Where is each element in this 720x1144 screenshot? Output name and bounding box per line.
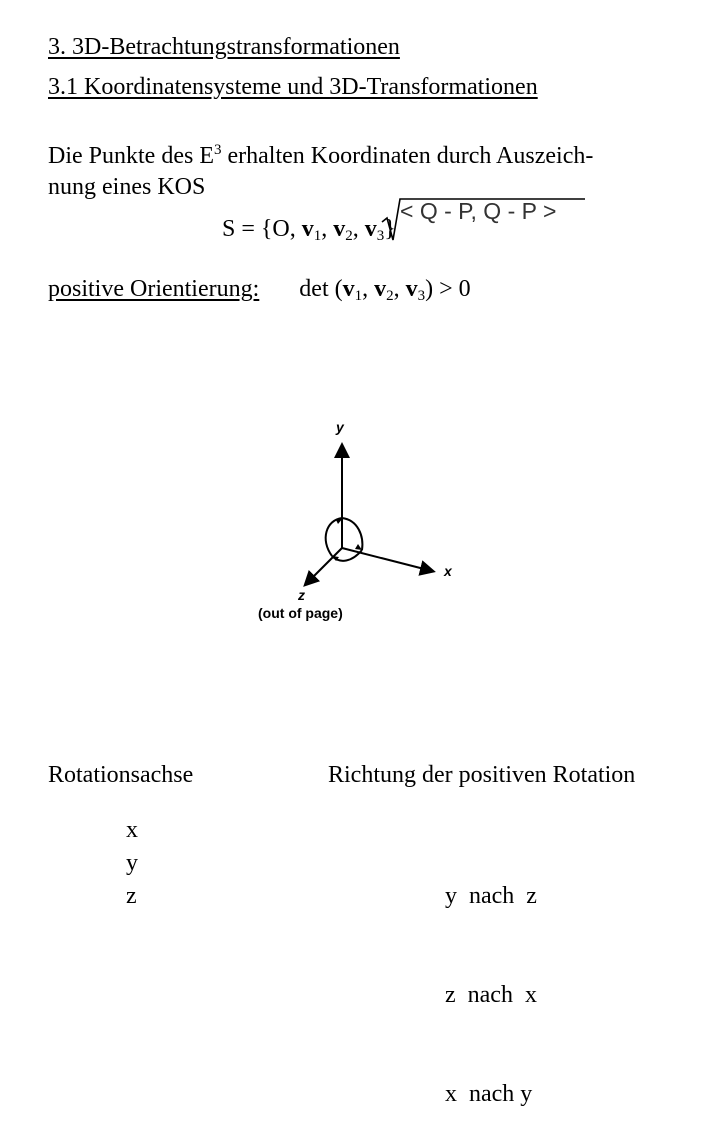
sqrt-content: < Q - P, Q - P > xyxy=(400,198,557,224)
table-axis-column xyxy=(126,814,138,913)
intro-superscript: 3 xyxy=(213,142,222,158)
coordinate-figure xyxy=(240,410,480,635)
separator: , xyxy=(362,276,375,302)
separator: , xyxy=(321,216,334,242)
z-axis xyxy=(306,548,342,584)
subscript-3: 3 xyxy=(417,288,426,304)
table-direction-cell: z nach x xyxy=(445,982,537,1008)
table-axis-cell: z xyxy=(126,883,137,909)
z-axis-label: z xyxy=(298,587,305,603)
vector-v2: v xyxy=(333,216,346,242)
subscript-2: 2 xyxy=(386,288,394,304)
table-header-axis: Rotationsachse xyxy=(48,762,194,788)
axes-diagram xyxy=(240,410,480,630)
orientation-expr-b: ) > 0 xyxy=(425,276,471,302)
system-close: } xyxy=(384,216,396,242)
orientation-label: positive Orientierung: xyxy=(48,276,260,302)
intro-line-1 xyxy=(48,142,593,170)
subscript-1: 1 xyxy=(354,288,363,304)
vector-v1: v xyxy=(301,216,314,242)
vector-v3: v xyxy=(364,216,377,242)
intro-text-b: erhalten Koordinaten durch Auszeich- xyxy=(221,143,594,169)
orientation-line xyxy=(48,276,471,305)
system-prefix: S = {O, xyxy=(222,216,302,242)
arc-arrowhead-2 xyxy=(355,544,362,550)
table-axis-cell: y xyxy=(126,850,138,876)
subscript-3: 3 xyxy=(376,228,385,244)
table-direction-column xyxy=(445,814,537,1144)
intro-line-2: nung eines KOS xyxy=(48,174,206,200)
table-direction-cell: y nach z xyxy=(445,883,537,909)
subscript-1: 1 xyxy=(313,228,322,244)
x-axis xyxy=(342,548,432,571)
system-definition xyxy=(222,216,396,245)
table-header-direction: Richtung der positiven Rotation xyxy=(328,762,636,788)
x-axis-label: x xyxy=(444,563,452,579)
orientation-expr-a: det ( xyxy=(299,276,343,302)
sqrt-expression xyxy=(380,196,590,244)
rotation-arc-2 xyxy=(342,518,362,550)
section-title: 3. 3D-Betrachtungstransformationen xyxy=(48,34,400,60)
y-axis-label: y xyxy=(336,419,344,435)
subscript-2: 2 xyxy=(345,228,353,244)
separator: , xyxy=(352,216,365,242)
vector-v2: v xyxy=(374,276,387,302)
table-axis-cell: x xyxy=(126,817,138,843)
vector-v1: v xyxy=(342,276,355,302)
subsection-title: 3.1 Koordinatensysteme und 3D-Transformationen xyxy=(48,74,538,100)
intro-text-a: Die Punkte des E xyxy=(48,143,214,169)
table-direction-cell: x nach y xyxy=(445,1081,533,1107)
vector-v3: v xyxy=(405,276,418,302)
separator: , xyxy=(393,276,406,302)
figure-caption: (out of page) xyxy=(258,605,343,621)
